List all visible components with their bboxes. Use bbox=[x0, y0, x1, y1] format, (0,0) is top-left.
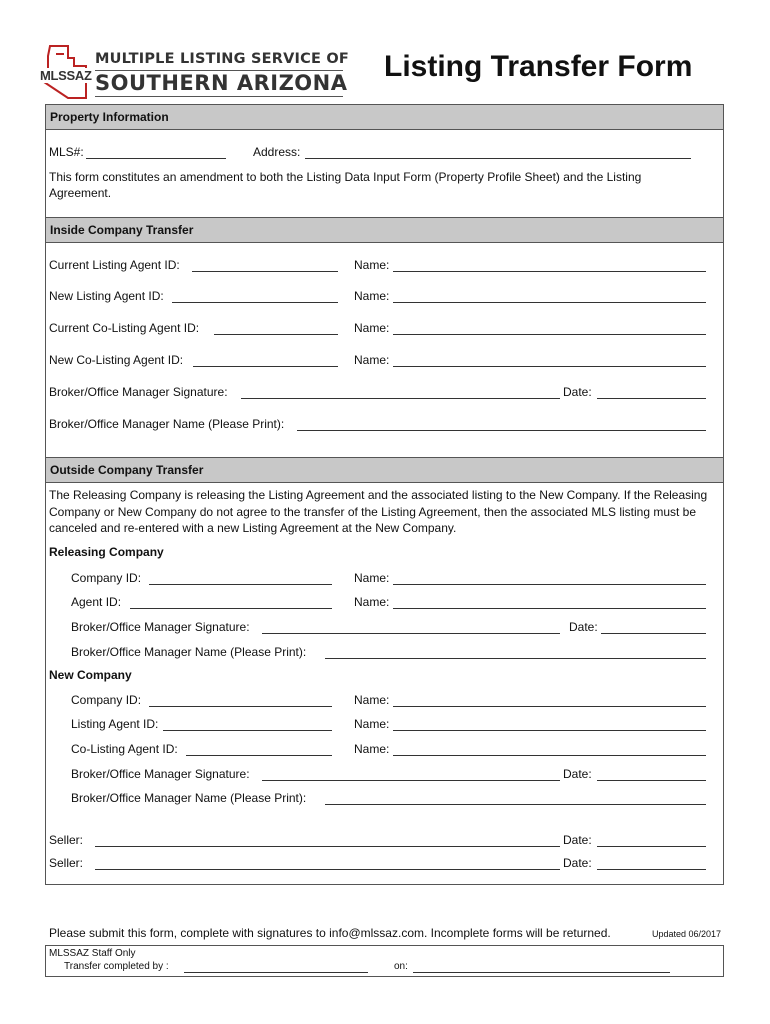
mls-label: MLS#: bbox=[49, 145, 84, 159]
updated-date: Updated 06/2017 bbox=[652, 929, 722, 939]
new-co-listing-agent-label: Co-Listing Agent ID: bbox=[71, 742, 178, 756]
new-company-name-input[interactable] bbox=[393, 706, 706, 707]
new-co-listing-agent-input[interactable] bbox=[186, 755, 332, 756]
new-company-id-label: Company ID: bbox=[71, 693, 142, 707]
name-label: Name: bbox=[354, 353, 390, 367]
date-label: Date: bbox=[563, 856, 592, 870]
new-broker-sig-label: Broker/Office Manager Signature: bbox=[71, 767, 250, 781]
name-label: Name: bbox=[354, 321, 390, 335]
new-broker-sig-input[interactable] bbox=[262, 780, 560, 781]
current-agent-input[interactable] bbox=[192, 271, 338, 272]
new-company-id-input[interactable] bbox=[149, 706, 332, 707]
new-co-agent-label: New Co-Listing Agent ID: bbox=[49, 353, 184, 367]
new-broker-name-input[interactable] bbox=[325, 804, 706, 805]
rel-agent-name-input[interactable] bbox=[393, 608, 706, 609]
new-co-agent-name-input[interactable] bbox=[393, 366, 706, 367]
logo-line1: MULTIPLE LISTING SERVICE OF bbox=[95, 51, 349, 67]
date-label: Date: bbox=[569, 620, 598, 634]
new-co-agent-input[interactable] bbox=[193, 366, 338, 367]
current-agent-label: Current Listing Agent ID: bbox=[49, 258, 180, 272]
name-label: Name: bbox=[354, 742, 390, 756]
transfer-on-input[interactable] bbox=[413, 972, 670, 973]
new-broker-name-label: Broker/Office Manager Name (Please Print): bbox=[71, 791, 307, 805]
section-property: Property Information bbox=[45, 104, 724, 130]
broker-sig-label: Broker/Office Manager Signature: bbox=[49, 385, 228, 399]
seller2-label: Seller: bbox=[49, 856, 84, 870]
new-listing-agent-label: Listing Agent ID: bbox=[71, 717, 159, 731]
rel-company-id-input[interactable] bbox=[149, 584, 332, 585]
transfer-by-input[interactable] bbox=[184, 972, 368, 973]
broker-sig-input[interactable] bbox=[241, 398, 560, 399]
seller1-label: Seller: bbox=[49, 833, 84, 847]
rel-broker-date-input[interactable] bbox=[601, 633, 706, 634]
staff-title: MLSSAZ Staff Only bbox=[49, 948, 136, 959]
seller1-input[interactable] bbox=[95, 846, 560, 847]
logo-line2: SOUTHERN ARIZONA bbox=[95, 71, 348, 95]
new-agent-label: New Listing Agent ID: bbox=[49, 289, 164, 303]
new-agent-name-input[interactable] bbox=[393, 302, 706, 303]
rel-broker-name-label: Broker/Office Manager Name (Please Print): bbox=[71, 645, 307, 659]
new-broker-date-input[interactable] bbox=[597, 780, 706, 781]
name-label: Name: bbox=[354, 717, 390, 731]
current-agent-name-input[interactable] bbox=[393, 271, 706, 272]
broker-name-input[interactable] bbox=[297, 430, 706, 431]
new-listing-agent-name-input[interactable] bbox=[393, 730, 706, 731]
broker-date-input[interactable] bbox=[597, 398, 706, 399]
rel-broker-name-input[interactable] bbox=[325, 658, 706, 659]
name-label: Name: bbox=[354, 693, 390, 707]
new-co-listing-agent-name-input[interactable] bbox=[393, 755, 706, 756]
new-company-heading: New Company bbox=[49, 668, 132, 682]
broker-name-label: Broker/Office Manager Name (Please Print): bbox=[49, 417, 285, 431]
new-listing-agent-input[interactable] bbox=[163, 730, 332, 731]
page-title: Listing Transfer Form bbox=[384, 50, 693, 83]
name-label: Name: bbox=[354, 595, 390, 609]
new-agent-input[interactable] bbox=[172, 302, 338, 303]
on-label: on: bbox=[394, 961, 408, 972]
section-inside: Inside Company Transfer bbox=[45, 217, 724, 243]
name-label: Name: bbox=[354, 571, 390, 585]
rel-agent-id-label: Agent ID: bbox=[71, 595, 122, 609]
address-label: Address: bbox=[253, 145, 301, 159]
seller2-date-input[interactable] bbox=[597, 869, 706, 870]
date-label: Date: bbox=[563, 833, 592, 847]
section-outside: Outside Company Transfer bbox=[45, 457, 724, 483]
name-label: Name: bbox=[354, 258, 390, 272]
property-note: This form constitutes an amendment to both the Listing Data Input Form (Property Profile Sheet) and the Listing Agreement. bbox=[49, 170, 642, 200]
name-label: Name: bbox=[354, 289, 390, 303]
logo-abbr: MLSSAZ bbox=[40, 68, 92, 83]
date-label: Date: bbox=[563, 767, 592, 781]
rel-agent-id-input[interactable] bbox=[130, 608, 332, 609]
rel-company-name-input[interactable] bbox=[393, 584, 706, 585]
current-co-agent-name-input[interactable] bbox=[393, 334, 706, 335]
releasing-heading: Releasing Company bbox=[49, 545, 164, 559]
rel-broker-sig-label: Broker/Office Manager Signature: bbox=[71, 620, 250, 634]
logo-underline bbox=[95, 96, 343, 97]
seller1-date-input[interactable] bbox=[597, 846, 706, 847]
mls-input[interactable] bbox=[86, 158, 226, 159]
submit-instructions: Please submit this form, complete with signatures to info@mlssaz.com. Incomplete forms will be returned. bbox=[49, 926, 611, 940]
outside-note: The Releasing Company is releasing the Listing Agreement and the associated listing to the New Company. If the Releasing Company or New Company do not agree to the transfer of the Listing Agreement, then the associated MLS listing must be canceled and re-entered with a new Listing Agreement at the New Company. bbox=[49, 488, 708, 535]
seller2-input[interactable] bbox=[95, 869, 560, 870]
date-label: Date: bbox=[563, 385, 592, 399]
current-co-agent-input[interactable] bbox=[214, 334, 338, 335]
transfer-label: Transfer completed by : bbox=[64, 961, 169, 972]
rel-company-id-label: Company ID: bbox=[71, 571, 142, 585]
current-co-agent-label: Current Co-Listing Agent ID: bbox=[49, 321, 200, 335]
address-input[interactable] bbox=[305, 158, 691, 159]
rel-broker-sig-input[interactable] bbox=[262, 633, 560, 634]
